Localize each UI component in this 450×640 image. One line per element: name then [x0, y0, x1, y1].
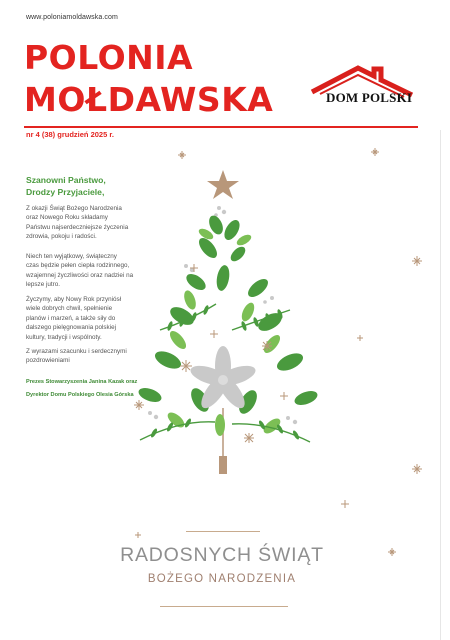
paragraph-line: dalszego pielęgnowania polskiej [26, 324, 116, 332]
greeting-line: Szanowni Państwo, [26, 175, 106, 185]
paragraph-line: Z okazji Świąt Bożego Narodzenia [26, 205, 122, 212]
christmas-tree-illustration [120, 170, 330, 475]
issue-info: nr 4 (38) grudzień 2025 r. [26, 130, 114, 139]
greeting-line: Drodzy Przyjaciele, [26, 187, 105, 197]
tree-trunk [219, 456, 227, 474]
footer-divider-top [186, 531, 260, 532]
greeting [26, 174, 106, 198]
header-divider [24, 126, 418, 128]
tree-top-star-icon [207, 170, 239, 199]
masthead-title-line-2: MOŁDAWSKA [24, 80, 274, 119]
signature-line: Prezes Stowarzyszenia Janina Kazak oraz [26, 379, 138, 385]
paragraph-line: czas będzie pełen ciepła rodzinnego, [26, 262, 130, 270]
paragraph-line: kultury, tradycji i wspólnoty. [26, 333, 102, 341]
paragraph-line: lepsze jutro. [26, 281, 60, 289]
paragraph-line: planów i marzeń, a także siły do [26, 314, 116, 322]
masthead-title-line-1: POLONIA [24, 38, 194, 77]
signature-line: Dyrektor Domu Polskiego Olesia Górska [26, 392, 134, 398]
holiday-title: RADOSNYCH ŚWIĄT [120, 544, 324, 566]
paragraph-line: Z wyrazami szacunku i serdecznymi [26, 348, 127, 355]
paragraph-line: Niech ten wyjątkowy, świąteczny [26, 253, 117, 260]
paragraph-line: wzajemnej życzliwości oraz nadziei na [26, 271, 134, 279]
footer-divider-bottom [160, 606, 288, 607]
paragraph-line: Życzymy, aby Nowy Rok przyniósł [26, 296, 122, 303]
website-url[interactable]: www.poloniamoldawska.com [26, 14, 118, 21]
paragraph-line: zdrowia, pokoju i radości. [26, 233, 97, 241]
paragraph-line: pozdrowieniami [26, 357, 70, 365]
holiday-subtitle: BOŻEGO NARODZENIA [147, 573, 297, 585]
paragraph-line: oraz Nowego Roku składamy [26, 214, 108, 222]
dom-polski-logo-text: DOM POLSKI [326, 90, 413, 105]
paragraph-line: Państwu najserdeczniejsze życzenia [26, 223, 129, 231]
paragraph-line: wiele dobrych chwil, spełnienie [26, 305, 113, 313]
